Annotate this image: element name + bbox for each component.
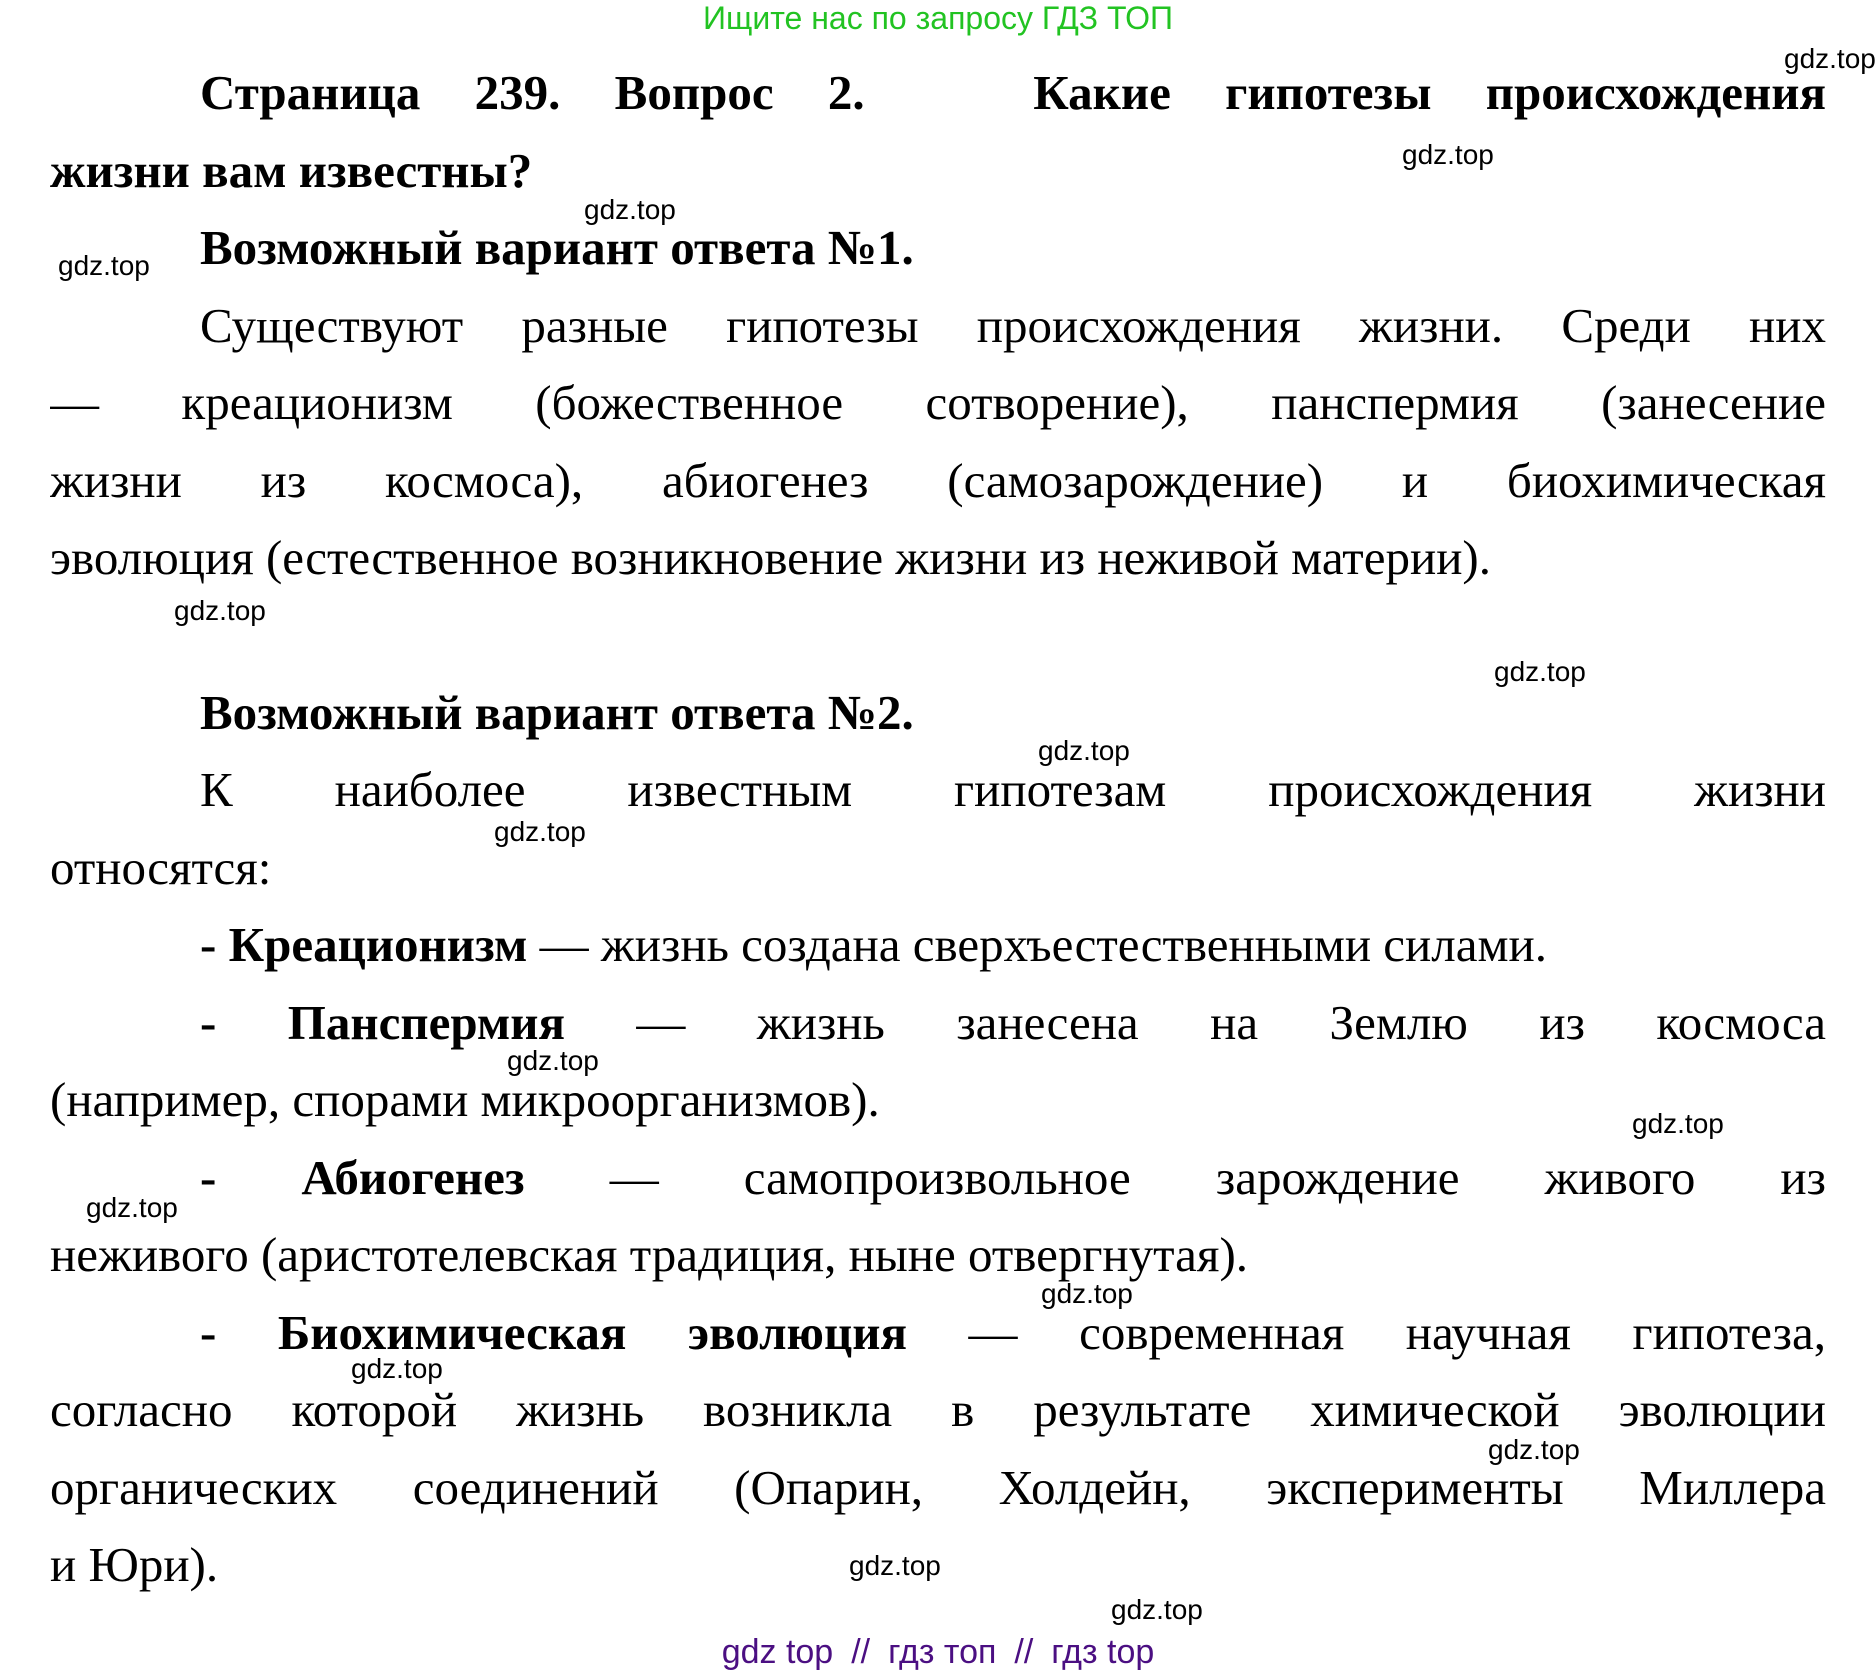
definition: — жизнь занесена на Землю из космоса (636, 994, 1826, 1050)
watermark: gdz.top (58, 250, 150, 281)
term: - Биохимическая эволюция (200, 1304, 907, 1360)
footer-links (0, 1632, 1876, 1672)
list-item-continuation: и Юри). (50, 1537, 219, 1592)
watermark: gdz.top (1041, 1278, 1133, 1309)
watermark: gdz.top (1632, 1108, 1724, 1139)
answer2-intro: К наиболее известным гипотезам происхождения жизни (200, 762, 1826, 817)
answer2-intro: относятся: (50, 839, 272, 895)
definition: — жизнь создана сверхъестественными силами. (527, 917, 1547, 972)
question-text: Какие гипотезы происхождения (1033, 65, 1826, 120)
answer1-line: жизни из космоса), абиогенез (самозарождение) и биохимическая (50, 452, 1826, 508)
watermark: gdz.top (1402, 139, 1494, 170)
list-item-continuation: органических соединений (Опарин, Холдейн, эксперименты Миллера (50, 1459, 1826, 1515)
list-item-biochemical-evolution (50, 1294, 1826, 1372)
footer-link-gdz-top-ru[interactable]: гдз топ (888, 1633, 997, 1671)
promo-banner: Ищите нас по запросу ГДЗ ТОП (703, 0, 1173, 36)
watermark: gdz.top (584, 194, 676, 225)
question-line-2: жизни вам известны? (50, 142, 533, 198)
watermark: gdz.top (1784, 43, 1876, 74)
question-line-1 (50, 54, 1826, 132)
term: - Панспермия (200, 994, 565, 1050)
list-item-creationism (50, 906, 1826, 984)
list-item-continuation: согласно которой жизнь возникла в результате химической эволюции (50, 1382, 1826, 1437)
document-body (50, 54, 1826, 1604)
separator: // (1014, 1633, 1034, 1671)
list-item-continuation: (например, спорами микроорганизмов). (50, 1072, 880, 1127)
answer1-line: — креационизм (божественное сотворение), панспермия (занесение (50, 375, 1826, 430)
watermark: gdz.top (1111, 1594, 1203, 1625)
watermark: gdz.top (1488, 1434, 1580, 1465)
term: - Абиогенез (200, 1149, 525, 1205)
watermark: gdz.top (494, 816, 586, 847)
answer2-heading: Возможный вариант ответа №2. (200, 684, 914, 740)
list-item-abiogenesis (50, 1139, 1826, 1217)
page-label: Страница 239. Вопрос 2. (200, 65, 865, 120)
watermark: gdz.top (507, 1045, 599, 1076)
watermark: gdz.top (86, 1192, 178, 1223)
answer1-line: Существуют разные гипотезы происхождения жизни. Среди них (200, 297, 1826, 353)
watermark: gdz.top (351, 1353, 443, 1384)
watermark: gdz.top (174, 595, 266, 626)
answer1-heading: Возможный вариант ответа №1. (200, 220, 914, 275)
list-item-panspermia (50, 984, 1826, 1062)
watermark: gdz.top (849, 1550, 941, 1581)
definition: — самопроизвольное зарождение живого из (609, 1149, 1826, 1205)
term: - Креационизм (200, 917, 528, 972)
separator: // (851, 1633, 871, 1671)
footer-link-gdz-top-mixed[interactable]: гдз top (1051, 1633, 1155, 1671)
list-item-continuation: неживого (аристотелевская традиция, ныне отвергнутая). (50, 1227, 1249, 1282)
watermark: gdz.top (1494, 656, 1586, 687)
definition: — современная научная гипотеза, (968, 1304, 1826, 1360)
footer-link-gdz-top[interactable]: gdz top (721, 1633, 834, 1671)
watermark: gdz.top (1038, 735, 1130, 766)
answer1-line: эволюция (естественное возникновение жизни из неживой материи). (50, 530, 1491, 585)
